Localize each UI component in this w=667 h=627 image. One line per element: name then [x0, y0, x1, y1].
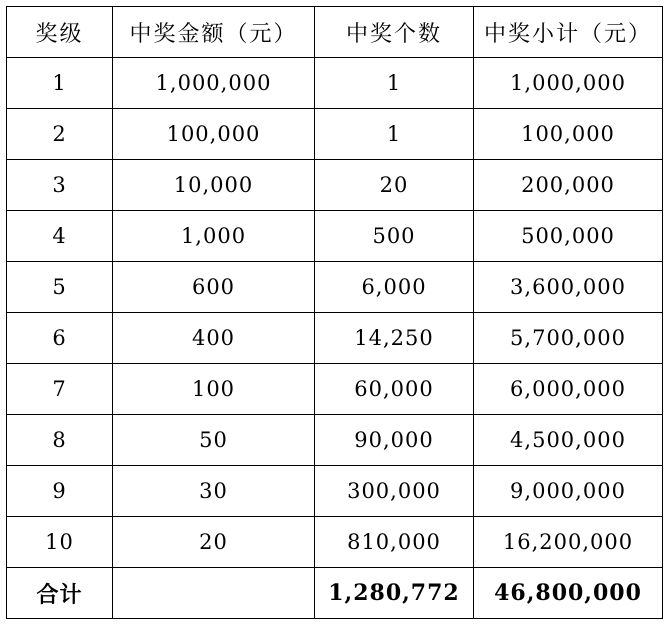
cell-level: 1: [7, 58, 113, 109]
header-count: 中奖个数: [315, 7, 474, 58]
prize-table: [6, 6, 663, 619]
table-row: [7, 58, 663, 109]
header-row: [7, 7, 663, 58]
cell-subtotal: 4,500,000: [474, 415, 663, 466]
cell-subtotal: 3,600,000: [474, 262, 663, 313]
cell-level: 3: [7, 160, 113, 211]
total-label: 合计: [7, 568, 113, 619]
cell-subtotal: 6,000,000: [474, 364, 663, 415]
cell-subtotal: 500,000: [474, 211, 663, 262]
cell-count: 60,000: [315, 364, 474, 415]
cell-count: 1: [315, 109, 474, 160]
cell-amount: 20: [113, 517, 315, 568]
table-row: [7, 262, 663, 313]
cell-level: 8: [7, 415, 113, 466]
cell-level: 9: [7, 466, 113, 517]
header-subtotal: 中奖小计（元）: [474, 7, 663, 58]
cell-count: 810,000: [315, 517, 474, 568]
cell-count: 20: [315, 160, 474, 211]
table-row: [7, 109, 663, 160]
table-row: [7, 517, 663, 568]
cell-count: 300,000: [315, 466, 474, 517]
cell-level: 2: [7, 109, 113, 160]
cell-count: 90,000: [315, 415, 474, 466]
table-row: [7, 313, 663, 364]
total-subtotal: 46,800,000: [474, 568, 663, 619]
cell-amount: 1,000: [113, 211, 315, 262]
cell-amount: 100: [113, 364, 315, 415]
cell-level: 10: [7, 517, 113, 568]
cell-count: 1: [315, 58, 474, 109]
cell-count: 14,250: [315, 313, 474, 364]
cell-subtotal: 1,000,000: [474, 58, 663, 109]
cell-count: 6,000: [315, 262, 474, 313]
cell-amount: 1,000,000: [113, 58, 315, 109]
total-row: [7, 568, 663, 619]
cell-amount: 30: [113, 466, 315, 517]
cell-count: 500: [315, 211, 474, 262]
table-row: [7, 160, 663, 211]
cell-level: 4: [7, 211, 113, 262]
cell-amount: 50: [113, 415, 315, 466]
table-row: [7, 211, 663, 262]
cell-subtotal: 100,000: [474, 109, 663, 160]
cell-subtotal: 5,700,000: [474, 313, 663, 364]
cell-level: 5: [7, 262, 113, 313]
cell-amount: 600: [113, 262, 315, 313]
total-count: 1,280,772: [315, 568, 474, 619]
cell-level: 6: [7, 313, 113, 364]
cell-subtotal: 200,000: [474, 160, 663, 211]
table-row: [7, 364, 663, 415]
cell-level: 7: [7, 364, 113, 415]
cell-subtotal: 16,200,000: [474, 517, 663, 568]
cell-amount: 10,000: [113, 160, 315, 211]
cell-subtotal: 9,000,000: [474, 466, 663, 517]
table-row: [7, 466, 663, 517]
header-level: 奖级: [7, 7, 113, 58]
total-amount: [113, 568, 315, 619]
cell-amount: 100,000: [113, 109, 315, 160]
header-amount: 中奖金额（元）: [113, 7, 315, 58]
cell-amount: 400: [113, 313, 315, 364]
table-row: [7, 415, 663, 466]
